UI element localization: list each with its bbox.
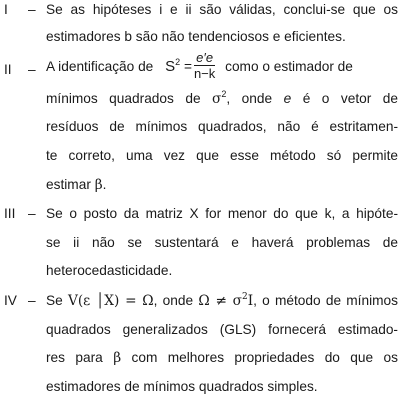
- equals-sign: =: [183, 59, 192, 75]
- item-ii-line-5: estimar β.: [46, 177, 107, 193]
- item-iv-line-1: Se V(ε │X) = Ω, onde $\Omega \ne \sigma^2I$, o método de mínimos: [46, 292, 398, 309]
- item-dash-i: –: [28, 2, 36, 17]
- item-iv-line-3: res para β com melhores propriedades do que os: [46, 350, 398, 366]
- item-iv-line-4: estimadores de mínimos quadrados simples.: [46, 379, 318, 394]
- item-iii-line-1: Se o posto da matriz X for menor do que k, a hipóte-: [46, 206, 398, 221]
- fraction-numerator: e′e: [194, 51, 215, 66]
- item-numeral-iii: III: [4, 206, 16, 221]
- item-iv-line-2: quadrados generalizados (GLS) fornecerá estimado-: [46, 322, 398, 337]
- item-numeral-i: I: [4, 2, 8, 17]
- item-ii-text-a: A identificação de: [46, 59, 154, 75]
- item-dash-iii: –: [28, 206, 36, 221]
- item-numeral-ii: II: [4, 62, 12, 77]
- item-ii-line-4: te correto, uma vez que esse método só permite: [46, 148, 398, 163]
- item-i-line-1: Se as hipóteses i e ii são válidas, conclui-se que os: [46, 2, 398, 17]
- item-iii-line-2: se ii não se sustentará e haverá problemas de: [46, 235, 398, 250]
- s-squared-formula: $S^2$: [165, 57, 181, 76]
- fraction-denominator: n−k: [193, 66, 216, 81]
- item-ii-line-2: mínimos quadrados de $\sigma^2$, onde e é o vetor de: [46, 89, 398, 107]
- beta-symbol-2: β: [113, 350, 122, 366]
- item-ii-line-1: [46, 50, 398, 82]
- omega-expression: $\Omega \ne \sigma^2I$: [198, 292, 254, 309]
- item-dash-ii: –: [28, 62, 36, 77]
- item-ii-line-3: resíduos de mínimos quadrados, não é estritamen-: [46, 119, 398, 134]
- beta-symbol: β: [94, 177, 103, 193]
- v-expression: V(ε │X) = Ω: [67, 293, 154, 309]
- item-numeral-iv: IV: [4, 293, 17, 308]
- item-iii-line-3: heterocedasticidade.: [46, 263, 173, 278]
- item-ii-text-b: como o estimador de: [225, 59, 353, 75]
- item-dash-iv: –: [28, 293, 36, 308]
- item-i-line-2: estimadores b são não tendenciosos e eficientes.: [46, 29, 346, 44]
- fraction: [194, 51, 215, 80]
- sigma-symbol: σ: [212, 91, 222, 107]
